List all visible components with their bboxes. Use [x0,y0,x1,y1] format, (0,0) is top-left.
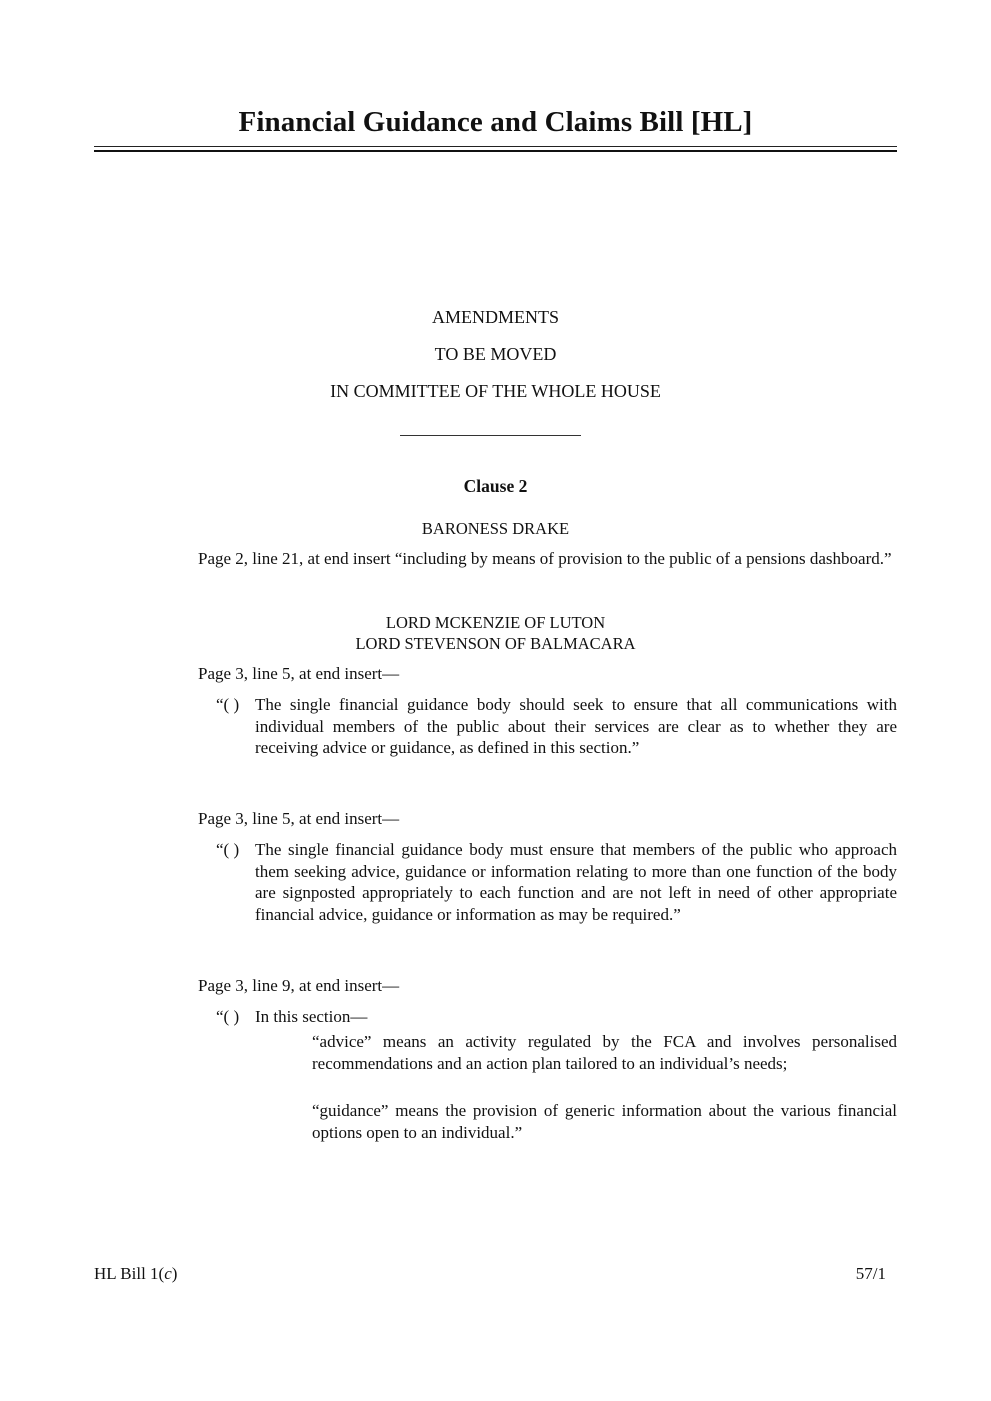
title-rule-thin [94,146,897,147]
sponsor-name: LORD STEVENSON OF BALMACARA [355,634,636,653]
section-divider [400,435,581,436]
subsection-text: The single financial guidance body must ensure that members of the public who approach them seeking advice, guidance or information relating to more than one function of the body are signposted appropriately to each function and are not left in need of other appropriate financial advice, guidance or information as may be required.” [255,840,897,924]
sponsor-name: BARONESS DRAKE [421,519,570,538]
intro-amendments: AMENDMENTS [431,307,559,327]
subsection-marker: “( ) [216,695,240,714]
subsection-marker: “( ) [216,840,240,859]
amendment-lead: Page 3, line 5, at end insert— [198,809,400,828]
bill-ref-italic: c [164,1264,172,1283]
amendment-lead: Page 3, line 9, at end insert— [198,976,400,995]
subsection-text: In this section— [255,1007,368,1026]
amendment-text [198,548,897,570]
inserted-subsection [216,1006,897,1028]
inserted-subsection [216,839,897,925]
subsection-text: The single financial guidance body should seek to ensure that all communications with individual members of the public about their services are clear as to whether they are receiving advice or guidance, as defined in this section.” [255,695,897,758]
definition-guidance: “guidance” means the provision of generic information about the various financial options open to an individual.” [312,1101,897,1142]
bill-ref-suffix: ) [171,1264,178,1283]
amendment-lead: Page 3, line 5, at end insert— [198,664,400,683]
sponsor-name: LORD MCKENZIE OF LUTON [385,613,606,632]
inserted-subsection [216,694,897,759]
amendment-text-content: Page 2, line 21, at end insert “including by means of provision to the public of a pensions dashboard.” [198,549,892,568]
document-title: Financial Guidance and Claims Bill [HL] [238,106,753,138]
bill-reference [94,1264,177,1284]
page-reference: 57/1 [855,1264,886,1283]
intro-to-be-moved: TO BE MOVED [434,344,557,364]
intro-committee: IN COMMITTEE OF THE WHOLE HOUSE [330,381,661,401]
title-rule-thick [94,150,897,152]
definition-advice: “advice” means an activity regulated by the FCA and involves personalised recommendations and an action plan tailored to an individual’s needs; [312,1032,897,1073]
clause-heading: Clause 2 [463,476,528,496]
bill-ref-prefix: HL Bill 1( [94,1264,165,1283]
subsection-marker: “( ) [216,1007,240,1026]
